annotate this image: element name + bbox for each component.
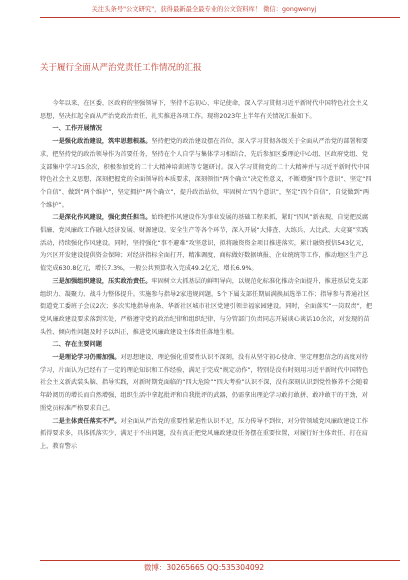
item-text: 对全面从严治党的重要性紧迫性认识不足，压力传导不到位，对分管领域党风廉政建设工作抓得要求多，具体抓落实少，满足于不出问题，没有真正把党风廉政建设任务摆在重要位置，对履行好主体责任、打在肩上，教育警示 — [40, 417, 368, 450]
item-heading: 二是主体责任落实不严。 — [52, 417, 121, 425]
item-text: 牢固树立大抓基层的鲜明导向，以规范化标准化推动全面提升，推进基层党支部组织力、凝聚力、战斗力整体提升。实施参与指导2家违规问题，5个下属支部任期届满换届选举工作；指导参与普通社区街道党工委班子会议2次；多次实地指导南条、华新社区城市社区党建引领幸福家园建设。同时，全面落实“一岗双责”，把党风廉政建设要求落到实处，严格遵守党的政治纪律和组织纪律，与分管部门负责同志开展谈心谈话10余次，对发现的苗头性、倾向性问题及时予以纠正，推进党风廉政建设主体责任落地生根。 — [40, 277, 373, 336]
item-text: 对思想建设、理论强化重要性认识不深刻，没有从坚守初心使命、坚定理想信念的高度对待学习，片面认为已经有了一定的理论知识和工作经验，满足于完成“规定动作”，特别是没有时刻用习近平新时代中国特色社会主义新武装头脑、指导实践，对新时期党面临的“四大危险”“四大考验”认识不深，没有深刻认识到党性修养不会随着年龄阅历的增长而自然增强，组织生活中拿起批评和自我批评的武器，仍需拿出理论学习敢打敢拼、敢冲敢干的干劲，对照党员标准严格要求自己。 — [40, 354, 369, 412]
body-paragraph — [40, 352, 373, 416]
header-divider — [40, 17, 400, 18]
body-paragraph — [40, 212, 373, 276]
item-heading: 一是强化政治建设，筑牢思想根基。 — [52, 138, 152, 146]
item-text: 始终把作风建设作为事业发展的基础工程来抓，紧盯“四风”新表现，自觉把反腐倡廉、党风廉政工作融入经济发展、财源建设、安全生产等各个环节，深入开展“大排查、大练兵、大比武、大竞赛”实践活动，持续强化作风建设。同时，坚持强化“事不避难”攻坚意识，拟将融资资金项目推进落实，累计融资授信543亿元，为兴区开发建设提供资金保障；对经济指标全面打开，精准调度，商标做好数据填报、企业统统等工作，推动地区生产总值完成630.8亿元，增长7.3%，一般公共预算收入完成49.2亿元，增长6.9%。 — [40, 214, 369, 273]
document-body — [40, 98, 373, 454]
intro-paragraph: 今年以来，在区委、区政府的坚强领导下，坚持不忘初心、牢记使命，深入学习贯彻习近平新时代中国特色社会主义思想，坚决扛起全面从严治党政治责任，扎实推进各项工作。现将2023年上半年有关情况汇报如下。 — [40, 100, 368, 120]
item-heading: 一是理论学习仍需加强。 — [52, 354, 121, 362]
section-heading: 一、工作开展情况 — [52, 125, 102, 133]
body-paragraph — [40, 416, 373, 454]
page-footer: 微博：30265665 QQ:535304092 — [143, 563, 265, 572]
body-paragraph — [40, 136, 373, 212]
item-text: 坚持把党的政治建设摆在首位，深入学习贯彻各级关于全面从严治党的部署和要求，把坚持党的政治领导作为首要任务，坚持在个人自学与集体学习相结合，先后参加区委理论中心组、区政府党组、党支部集中学习15余次，积极参加党的二十大精神培训班等专题研讨。深入学习贯彻党的二十大精神并与习近平新时代中国特色社会主义思想，深刻把握党的全面领导的本质要求，深刻领悟“两个确立”决定性意义，不断增强“四个意识”、坚定“四个自信”、做到“两个维护”，坚定拥护“两个确立”，提升政治站位，牢固树立“四个意识”，坚定“四个自信”，自觉做到“两个维护”。 — [40, 138, 372, 209]
item-heading: 三是加强组织建设，压实政治责任。 — [52, 277, 152, 285]
document-title: 关于履行全面从严治党责任工作情况的汇报 — [40, 63, 202, 73]
page-header: 关注头条号"公文研究"，获得最新最全最专业的公文资料库！ 微信：gongwenyj — [91, 6, 317, 13]
footer-divider — [40, 560, 400, 561]
body-paragraph — [40, 276, 373, 340]
item-heading: 二是深化作风建设，强化责任担当。 — [52, 214, 152, 222]
section-heading: 二、存在主要问题 — [52, 341, 102, 349]
